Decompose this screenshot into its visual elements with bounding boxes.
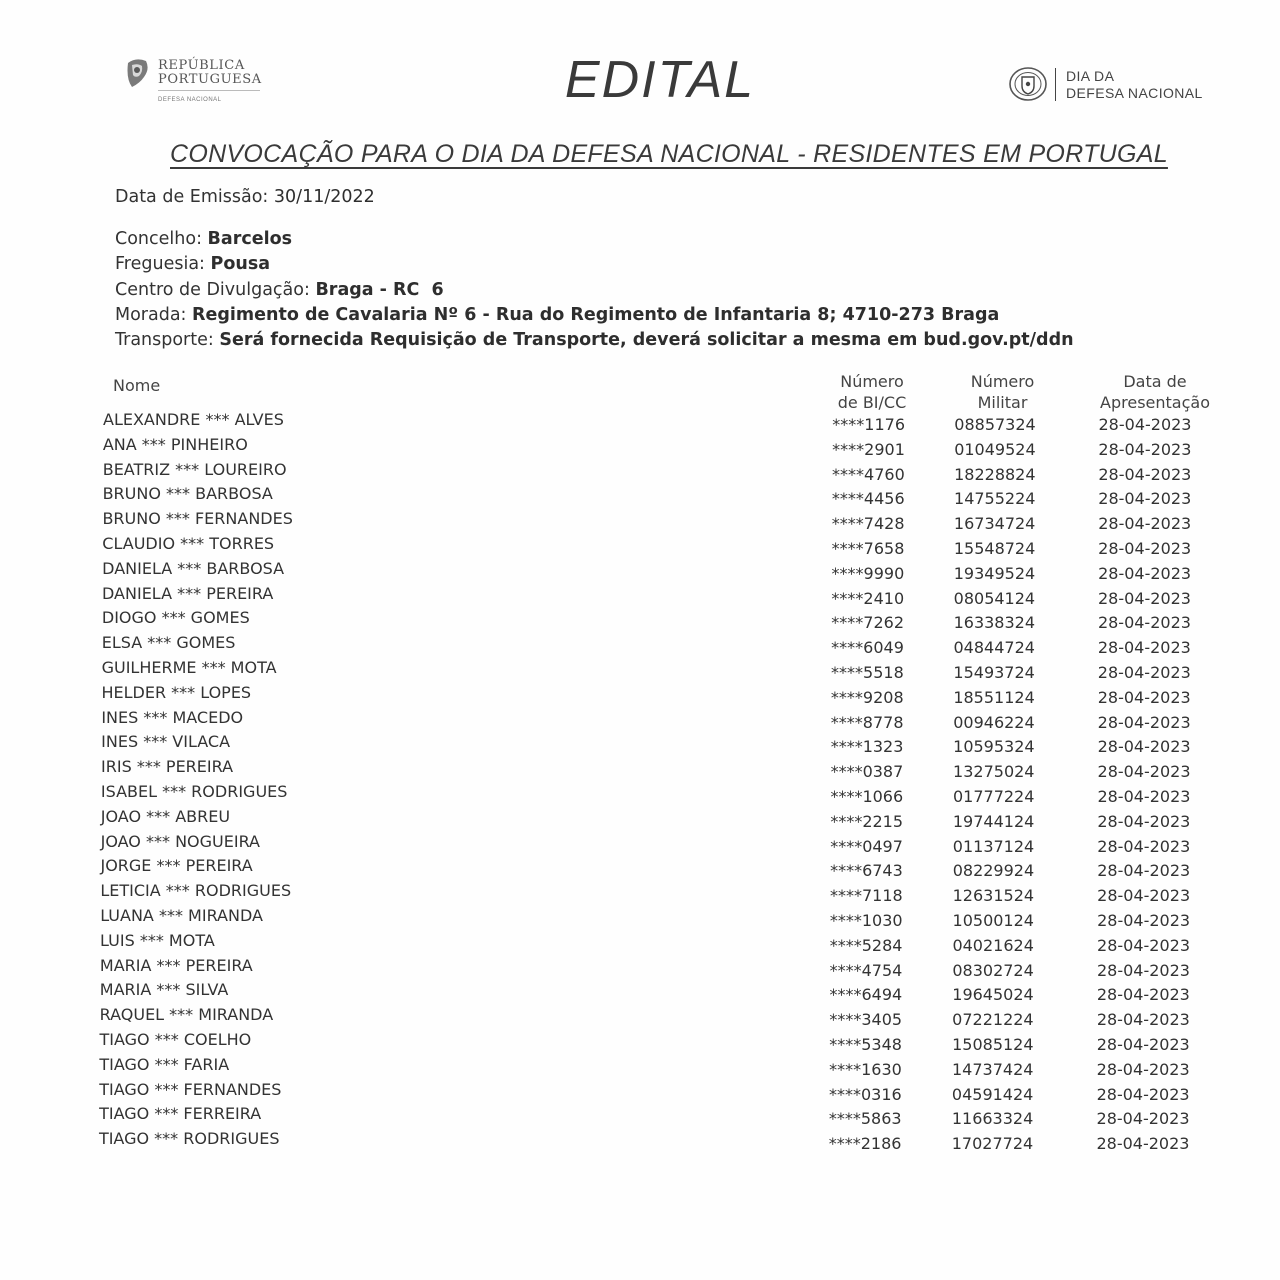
row-presentation-date: 28-04-2023	[1097, 613, 1191, 633]
row-name: BRUNO *** FERNANDES	[102, 509, 293, 529]
row-name: MARIA *** SILVA	[99, 980, 229, 1000]
row-presentation-date: 28-04-2023	[1098, 563, 1192, 583]
table-row	[0, 832, 1280, 856]
row-name: HELDER *** LOPES	[101, 682, 252, 702]
row-name: INES *** VILACA	[101, 732, 231, 752]
table-row	[0, 881, 1280, 905]
table-row	[0, 460, 1280, 484]
row-name: INES *** MACEDO	[101, 707, 244, 727]
table-row	[0, 1030, 1280, 1054]
transporte-label: Transporte:	[115, 330, 214, 350]
concelho-value: Barcelos	[207, 229, 293, 249]
table-row	[0, 1005, 1280, 1029]
row-military-number: 19645024	[952, 985, 1034, 1005]
row-name: TIAGO *** FERNANDES	[99, 1079, 282, 1099]
header-date	[1090, 371, 1220, 413]
row-name: JOAO *** NOGUEIRA	[100, 831, 260, 851]
row-presentation-date: 28-04-2023	[1097, 638, 1191, 658]
row-name: BRUNO *** BARBOSA	[102, 484, 273, 504]
row-bi-number: ****1066	[830, 787, 904, 806]
row-military-number: 08229924	[952, 861, 1035, 881]
table-row	[0, 856, 1280, 880]
row-presentation-date: 28-04-2023	[1097, 787, 1191, 806]
republica-portuguesa-logo	[120, 54, 280, 109]
row-military-number: 16338324	[953, 613, 1036, 633]
table-row	[0, 435, 1280, 459]
morada-line	[115, 305, 999, 325]
row-bi-number: ****3405	[829, 1010, 903, 1030]
logo-right-line2: DEFESA NACIONAL	[1066, 85, 1203, 101]
row-bi-number: ****4760	[832, 464, 905, 484]
logo-left-line2: PORTUGUESA	[158, 72, 262, 87]
freguesia-label: Freguesia:	[115, 254, 205, 274]
row-presentation-date: 28-04-2023	[1097, 663, 1191, 682]
row-military-number: 08857324	[954, 415, 1036, 434]
row-bi-number: ****2186	[828, 1134, 902, 1154]
document-subtitle: CONVOCAÇÃO PARA O DIA DA DEFESA NACIONAL - RESIDENTES EM PORTUGAL	[170, 140, 1168, 168]
table-row	[0, 1055, 1280, 1079]
header-militar-line2: Militar	[977, 393, 1028, 412]
row-name: ALEXANDRE *** ALVES	[103, 410, 284, 429]
row-bi-number: ****2410	[831, 588, 905, 608]
row-bi-number: ****6494	[829, 985, 903, 1005]
row-name: CLAUDIO *** TORRES	[102, 534, 275, 553]
row-name: TIAGO *** COELHO	[99, 1030, 252, 1049]
row-name: DANIELA *** BARBOSA	[102, 558, 285, 578]
row-military-number: 01049524	[954, 439, 1036, 459]
row-presentation-date: 28-04-2023	[1096, 1084, 1190, 1104]
transporte-line	[115, 330, 1074, 350]
row-bi-number: ****0497	[830, 836, 903, 856]
logo-right-separator	[1055, 68, 1056, 101]
emission-date-value: 30/11/2022	[273, 187, 375, 207]
table-row	[0, 484, 1280, 508]
table-row	[0, 708, 1280, 732]
freguesia-value: Pousa	[210, 254, 271, 274]
row-name: TIAGO *** RODRIGUES	[98, 1129, 280, 1149]
row-bi-number: ****7658	[831, 539, 905, 558]
table-row	[0, 584, 1280, 608]
row-presentation-date: 28-04-2023	[1098, 489, 1192, 509]
table-row	[0, 782, 1280, 806]
row-name: GUILHERME *** MOTA	[101, 658, 277, 677]
emission-date-label: Data de Emissão:	[115, 187, 269, 207]
table-row	[0, 534, 1280, 558]
row-presentation-date: 28-04-2023	[1098, 588, 1191, 608]
table-row	[0, 931, 1280, 955]
header-bi-line2: de BI/CC	[837, 393, 907, 412]
header-militar	[945, 371, 1060, 413]
row-military-number: 19744124	[952, 811, 1035, 831]
row-military-number: 16734724	[953, 514, 1036, 534]
centro-label: Centro de Divulgação:	[115, 280, 310, 300]
row-presentation-date: 28-04-2023	[1098, 439, 1192, 459]
logo-left-line1: REPÚBLICA	[158, 58, 245, 73]
table-row	[0, 956, 1280, 980]
row-military-number: 04591424	[951, 1084, 1034, 1104]
row-bi-number: ****0316	[828, 1084, 902, 1104]
table-row	[0, 732, 1280, 756]
row-presentation-date: 28-04-2023	[1098, 539, 1192, 558]
table-row	[0, 906, 1280, 930]
centro-value: Braga - RC 6	[315, 280, 444, 300]
row-military-number: 12631524	[952, 886, 1035, 906]
row-bi-number: ****7428	[831, 514, 905, 534]
row-bi-number: ****7262	[831, 613, 905, 633]
row-military-number: 19349524	[953, 563, 1036, 583]
row-bi-number: ****9208	[830, 687, 904, 707]
row-presentation-date: 28-04-2023	[1097, 861, 1191, 881]
row-name: JORGE *** PEREIRA	[100, 856, 253, 876]
concelho-label: Concelho:	[115, 229, 202, 249]
logo-right-line1: DIA DA	[1066, 68, 1115, 84]
row-bi-number: ****1323	[830, 737, 904, 757]
row-bi-number: ****8778	[830, 712, 904, 732]
header-bi	[822, 371, 922, 413]
freguesia-line	[115, 254, 270, 274]
row-military-number: 14737424	[952, 1059, 1034, 1079]
table-row	[0, 509, 1280, 533]
table-row	[0, 658, 1280, 682]
row-name: TIAGO *** FERREIRA	[99, 1104, 262, 1124]
table-row	[0, 1080, 1280, 1104]
table-row	[0, 1129, 1280, 1153]
row-military-number: 14755224	[954, 489, 1036, 509]
row-bi-number: ****5518	[831, 663, 904, 682]
row-presentation-date: 28-04-2023	[1097, 886, 1191, 906]
row-bi-number: ****6743	[830, 861, 903, 881]
row-military-number: 10500124	[952, 911, 1034, 930]
header-date-line2: Apresentação	[1100, 393, 1210, 412]
row-military-number: 08054124	[953, 588, 1036, 608]
row-presentation-date: 28-04-2023	[1096, 1109, 1190, 1129]
row-name: LUANA *** MIRANDA	[100, 906, 263, 925]
row-name: ISABEL *** RODRIGUES	[100, 782, 288, 801]
row-bi-number: ****5863	[828, 1109, 902, 1129]
row-bi-number: ****4754	[829, 960, 903, 980]
table-row	[0, 410, 1280, 434]
row-military-number: 13275024	[953, 762, 1035, 782]
row-military-number: 10595324	[953, 737, 1035, 757]
row-presentation-date: 28-04-2023	[1096, 985, 1190, 1005]
header-militar-line1: Número	[970, 372, 1035, 391]
row-military-number: 17027724	[951, 1134, 1034, 1154]
row-bi-number: ****4456	[831, 489, 905, 509]
table-row	[0, 683, 1280, 707]
row-military-number: 07221224	[952, 1010, 1034, 1030]
row-presentation-date: 28-04-2023	[1096, 1134, 1190, 1154]
row-name: LUIS *** MOTA	[100, 930, 215, 950]
row-presentation-date: 28-04-2023	[1097, 712, 1191, 732]
row-military-number: 11663324	[951, 1109, 1034, 1129]
row-name: ELSA *** GOMES	[101, 633, 236, 653]
row-presentation-date: 28-04-2023	[1097, 935, 1190, 955]
row-name: RAQUEL *** MIRANDA	[99, 1005, 274, 1025]
row-bi-number: ****9990	[831, 563, 905, 583]
table-row	[0, 1104, 1280, 1128]
header-name: Nome	[113, 376, 161, 395]
row-military-number: 18551124	[953, 687, 1035, 707]
row-presentation-date: 28-04-2023	[1097, 811, 1191, 831]
row-presentation-date: 28-04-2023	[1097, 911, 1191, 930]
row-military-number: 01137124	[952, 836, 1035, 856]
row-military-number: 15548724	[953, 539, 1036, 558]
row-presentation-date: 28-04-2023	[1098, 514, 1192, 534]
row-presentation-date: 28-04-2023	[1096, 1035, 1190, 1054]
row-name: LETICIA *** RODRIGUES	[100, 881, 292, 901]
concelho-line	[115, 229, 292, 249]
centro-line	[115, 280, 444, 300]
row-presentation-date: 28-04-2023	[1096, 1059, 1190, 1079]
row-bi-number: ****6049	[831, 638, 904, 658]
row-bi-number: ****1030	[829, 911, 903, 930]
row-name: BEATRIZ *** LOUREIRO	[102, 459, 287, 479]
table-row	[0, 608, 1280, 632]
row-bi-number: ****1630	[829, 1059, 902, 1079]
header-date-line1: Data de	[1123, 372, 1187, 391]
row-presentation-date: 28-04-2023	[1097, 687, 1191, 707]
row-bi-number: ****2901	[832, 439, 905, 459]
transporte-value: Será fornecida Requisição de Transporte, deverá solicitar a mesma em bud.gov.pt/ddn	[219, 330, 1074, 350]
table-row	[0, 807, 1280, 831]
row-bi-number: ****7118	[829, 886, 903, 906]
row-military-number: 01777224	[952, 787, 1035, 806]
row-bi-number: ****5284	[829, 935, 903, 955]
row-military-number: 00946224	[953, 712, 1035, 732]
row-bi-number: ****0387	[830, 762, 904, 782]
dia-defesa-nacional-logo	[1008, 64, 1228, 110]
republica-emblem-icon	[122, 57, 152, 91]
row-presentation-date: 28-04-2023	[1096, 1010, 1190, 1030]
defesa-seal-icon	[1008, 64, 1048, 104]
table-row	[0, 757, 1280, 781]
row-military-number: 08302724	[952, 960, 1034, 980]
row-name: DANIELA *** PEREIRA	[102, 583, 274, 603]
logo-left-divider	[158, 90, 260, 91]
row-presentation-date: 28-04-2023	[1097, 737, 1191, 757]
row-military-number: 15085124	[952, 1035, 1034, 1054]
row-presentation-date: 28-04-2023	[1097, 762, 1191, 782]
row-military-number: 04844724	[953, 638, 1035, 658]
table-row	[0, 559, 1280, 583]
row-presentation-date: 28-04-2023	[1097, 836, 1191, 856]
table-row	[0, 980, 1280, 1004]
row-name: IRIS *** PEREIRA	[101, 757, 234, 777]
row-name: MARIA *** PEREIRA	[99, 955, 253, 975]
row-military-number: 18228824	[954, 464, 1036, 484]
morada-value: Regimento de Cavalaria Nº 6 - Rua do Regimento de Infantaria 8; 4710-273 Braga	[192, 305, 1000, 325]
document-title: EDITAL	[564, 51, 756, 109]
table-row	[0, 633, 1280, 657]
morada-label: Morada:	[115, 305, 187, 325]
emission-date-line	[115, 187, 375, 207]
row-name: TIAGO *** FARIA	[99, 1054, 230, 1074]
row-name: ANA *** PINHEIRO	[102, 434, 248, 454]
row-bi-number: ****1176	[832, 415, 905, 434]
logo-left-line3: DEFESA NACIONAL	[158, 97, 222, 103]
header-bi-line1: Número	[840, 372, 904, 391]
row-military-number: 15493724	[953, 663, 1035, 682]
row-name: DIOGO *** GOMES	[101, 608, 250, 628]
row-bi-number: ****5348	[829, 1035, 902, 1054]
row-presentation-date: 28-04-2023	[1096, 960, 1190, 980]
row-name: JOAO *** ABREU	[100, 806, 231, 826]
row-military-number: 04021624	[952, 935, 1034, 955]
row-presentation-date: 28-04-2023	[1098, 464, 1192, 484]
row-presentation-date: 28-04-2023	[1098, 415, 1192, 434]
row-bi-number: ****2215	[830, 811, 904, 831]
